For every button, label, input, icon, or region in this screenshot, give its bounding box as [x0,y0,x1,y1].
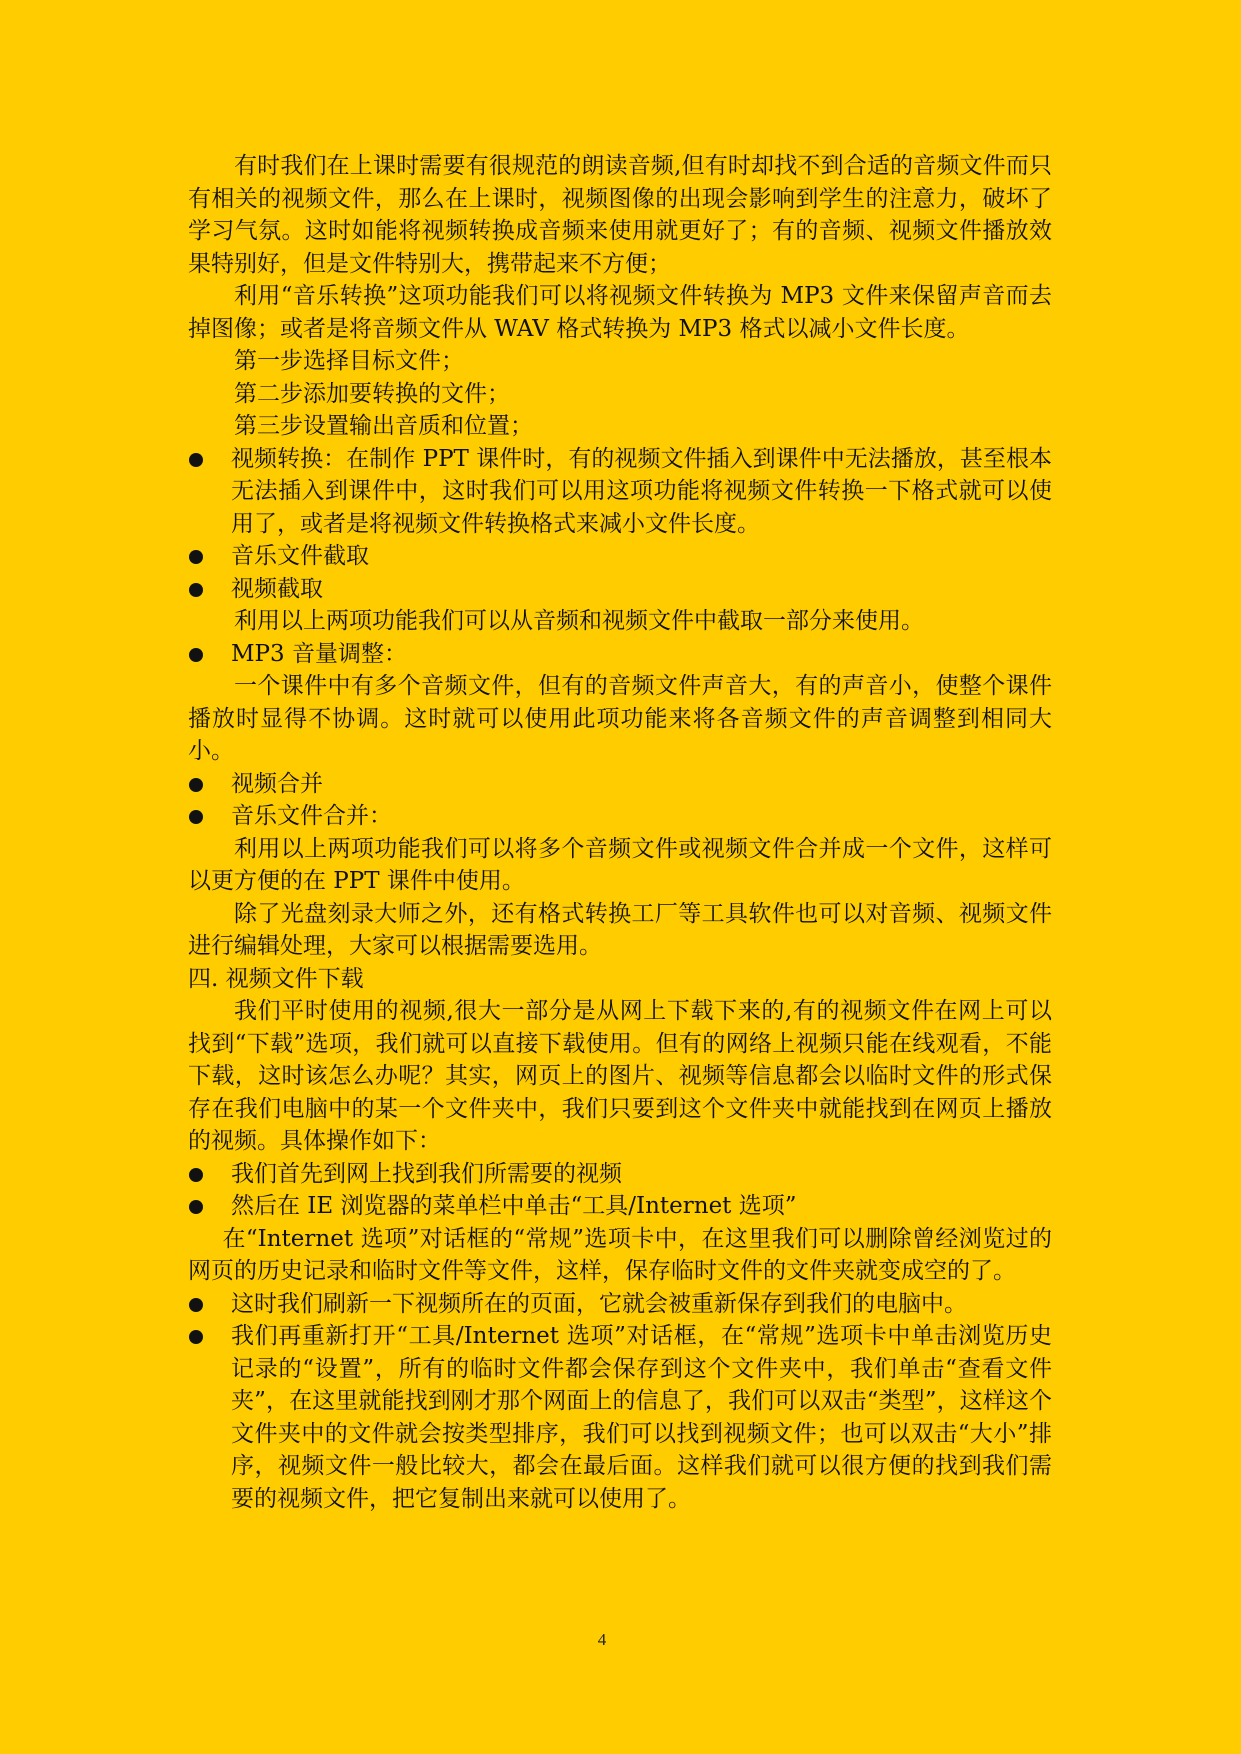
document-body [188,150,1052,1515]
paragraph-audio-need: 有时我们在上课时需要有很规范的朗读音频,但有时却找不到合适的音频文件而只有相关的视频文件，那么在上课时，视频图像的出现会影响到学生的注意力，破坏了学习气氛。这时如能将视频转换成音频来使用就更好了；有的音频、视频文件播放效果特别好，但是文件特别大，携带起来不方便； [188,153,1052,277]
bullet-text: 然后在 IE 浏览器的菜单栏中单击“工具/Internet 选项” [231,1193,797,1219]
bullet-dot-icon [189,1200,203,1214]
bullet-text: 这时我们刷新一下视频所在的页面，它就会被重新保存到我们的电脑中。 [231,1290,967,1317]
bullet-text: 视频合并 [231,770,323,797]
paragraph-music-convert: 利用“音乐转换”这项功能我们可以将视频文件转换为 MP3 文件来保留声音而去掉图像；或者是将音频文件从 WAV 格式转换为 MP3 格式以减小文件长度。 [188,283,1052,342]
bullet-dot-icon [189,1168,203,1182]
bullet-text: 我们再重新打开“工具/Internet 选项”对话框，在“常规”选项卡中单击浏览历史记录的“设置”，所有的临时文件都会保存到这个文件夹中，我们单击“查看文件夹”，在这里就能找到刚才那个网面上的信息了，我们可以双击“类型”，这样这个文件夹中的文件就会按类型排序，我们可以找到视频文件；也可以双击“大小”排序，视频文件一般比较大，都会在最后面。这样我们就可以很方便的找到我们需要的视频文件，把它复制出来就可以使用了。 [231,1323,1052,1512]
bullet-refresh [188,1288,1052,1321]
bullet-dot-icon [189,648,203,662]
bullet-dot-icon [189,550,203,564]
bullet-video-convert [188,443,1052,541]
bullet-music-cut [188,540,1052,573]
paragraph-internet-options: 在“Internet 选项”对话框的“常规”选项卡中，在这里我们可以删除曾经浏览过的网页的历史记录和临时文件等文件，这样，保存临时文件的文件夹就变成空的了。 [188,1225,1052,1284]
bullet-text: 视频截取 [231,575,323,602]
bullet-text: MP3 音量调整： [231,640,407,667]
bullet-dot-icon [189,1298,203,1312]
bullet-find-video [188,1158,1052,1191]
step-2: 第二步添加要转换的文件； [234,380,510,407]
bullet-dot-icon [189,778,203,792]
section-heading: 四. 视频文件下载 [188,965,364,992]
bullet-dot-icon [189,583,203,597]
page-number: 4 [597,1630,607,1649]
bullet-text: 音乐文件合并： [231,803,392,829]
paragraph-download: 我们平时使用的视频,很大一部分是从网上下载下来的,有的视频文件在网上可以找到“下载”选项，我们就可以直接下载使用。但有的网络上视频只能在线观看，不能下载，这时该怎么办呢？其实，网页上的图片、视频等信息都会以临时文件的形式保存在我们电脑中的某一个文件夹中，我们只要到这个文件夹中就能找到在网页上播放的视频。具体操作如下： [188,998,1052,1154]
bullet-dot-icon [189,810,203,824]
bullet-dot-icon [189,453,203,467]
bullet-video-cut [188,573,1052,606]
paragraph-merge: 利用以上两项功能我们可以将多个音频文件或视频文件合并成一个文件，这样可以更方便的在 PPT 课件中使用。 [188,835,1052,894]
bullet-music-merge [188,800,1052,833]
bullet-text: 视频转换：在制作 PPT 课件时，有的视频文件插入到课件中无法播放，甚至根本无法插入到课件中，这时我们可以用这项功能将视频文件转换一下格式就可以使用了，或者是将视频文件转换格式来减小文件长度。 [231,445,1052,537]
paragraph-other-tools: 除了光盘刻录大师之外，还有格式转换工厂等工具软件也可以对音频、视频文件进行编辑处理，大家可以根据需要选用。 [188,900,1052,959]
bullet-mp3-volume [188,638,1052,671]
bullet-ie-menu [188,1190,1052,1223]
step-1: 第一步选择目标文件； [234,348,464,374]
bullet-text: 我们首先到网上找到我们所需要的视频 [231,1160,622,1187]
paragraph-cut: 利用以上两项功能我们可以从音频和视频文件中截取一部分来使用。 [234,608,924,634]
bullet-video-merge [188,768,1052,801]
step-3: 第三步设置输出音质和位置； [234,413,533,439]
bullet-reopen [188,1320,1052,1515]
bullet-dot-icon [189,1330,203,1344]
bullet-text: 音乐文件截取 [231,543,369,569]
paragraph-volume: 一个课件中有多个音频文件，但有的音频文件声音大，有的声音小，使整个课件播放时显得不协调。这时就可以使用此项功能来将各音频文件的声音调整到相同大小。 [188,673,1052,764]
